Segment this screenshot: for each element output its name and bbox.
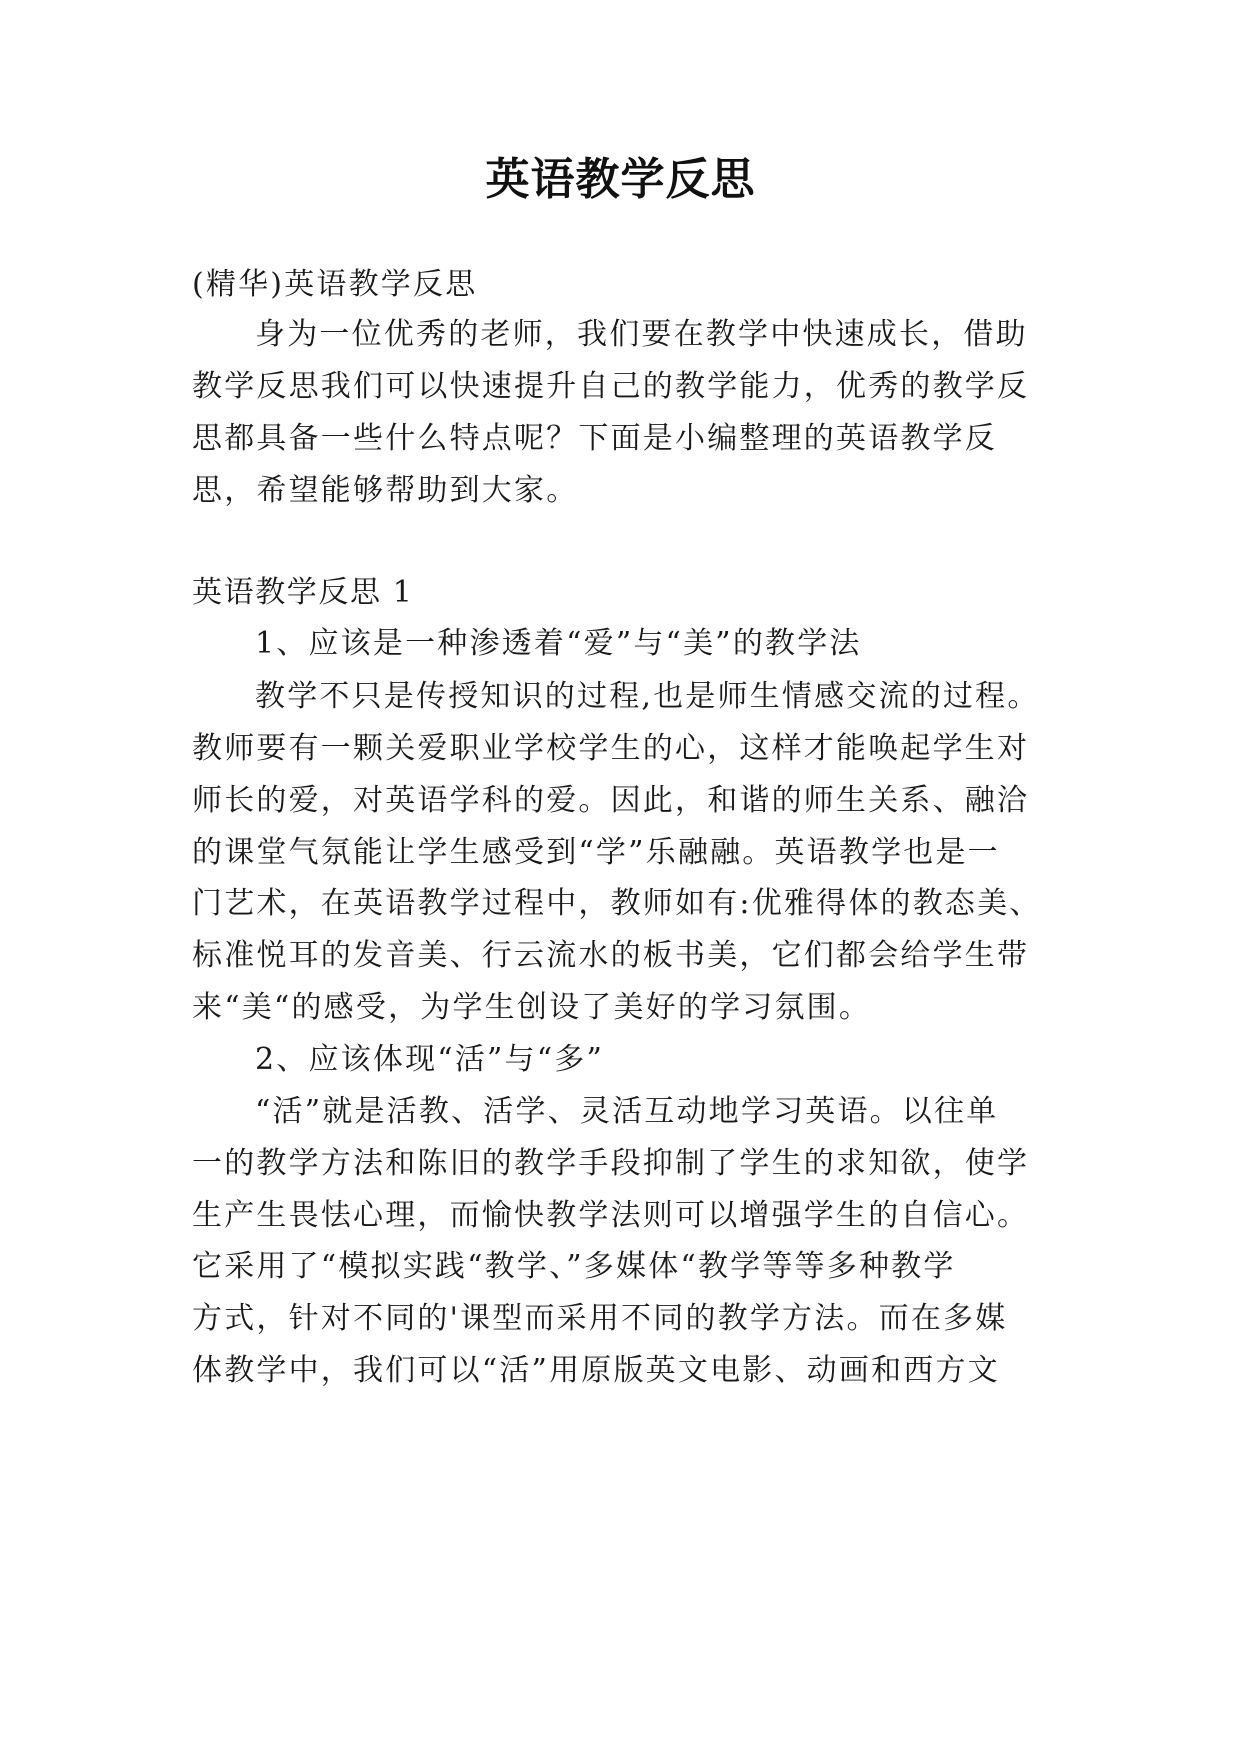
paragraph-line: 它采用了“模拟实践“教学、”多媒体“教学等等多种教学 bbox=[192, 1249, 956, 1284]
paragraph-line: 教学不只是传授知识的过程,也是师生情感交流的过程。 bbox=[255, 679, 1040, 714]
document-subtitle: (精华)英语教学反思 bbox=[192, 267, 478, 302]
paragraph-line: 方式，针对不同的'课型而采用不同的教学方法。而在多媒 bbox=[192, 1301, 1008, 1336]
intro-line: 身为一位优秀的老师，我们要在教学中快速成长，借助 bbox=[255, 317, 1028, 352]
paragraph-line: 标准悦耳的发音美、行云流水的板书美，它们都会给学生带 bbox=[192, 938, 1030, 973]
paragraph-line: 师长的爱，对英语学科的爱。因此，和谐的师生关系、融洽 bbox=[192, 783, 1030, 818]
paragraph-line: 一的教学方法和陈旧的教学手段抑制了学生的求知欲，使学 bbox=[192, 1146, 1030, 1181]
intro-line: 思，希望能够帮助到大家。 bbox=[192, 473, 579, 508]
point2-heading: 2、应该体现“活”与“多” bbox=[255, 1042, 605, 1077]
paragraph-line: 体教学中，我们可以“活”用原版英文电影、动画和西方文 bbox=[192, 1353, 1000, 1388]
paragraph-line: 生产生畏怯心理，而愉快教学法则可以增强学生的自信心。 bbox=[192, 1198, 1030, 1233]
point1-heading: 1、应该是一种渗透着“爱”与“美”的教学法 bbox=[255, 626, 862, 661]
section-heading: 英语教学反思 1 bbox=[192, 575, 414, 610]
paragraph-line: 教师要有一颗关爱职业学校学生的心，这样才能唤起学生对 bbox=[192, 731, 1030, 766]
intro-line: 思都具备一些什么特点呢？下面是小编整理的英语教学反 bbox=[192, 421, 997, 456]
intro-line: 教学反思我们可以快速提升自己的教学能力，优秀的教学反 bbox=[192, 369, 1030, 404]
paragraph-line: “活”就是活教、活学、灵活互动地学习英语。以往单 bbox=[255, 1094, 999, 1129]
document-title: 英语教学反思 bbox=[485, 154, 756, 205]
paragraph-line: 门艺术，在英语教学过程中，教师如有:优雅得体的教态美、 bbox=[192, 886, 1042, 921]
paragraph-line: 的课堂气氛能让学生感受到“学”乐融融。英语教学也是一 bbox=[192, 835, 1000, 870]
paragraph-line: 来“美“的感受，为学生创设了美好的学习氛围。 bbox=[192, 990, 872, 1025]
